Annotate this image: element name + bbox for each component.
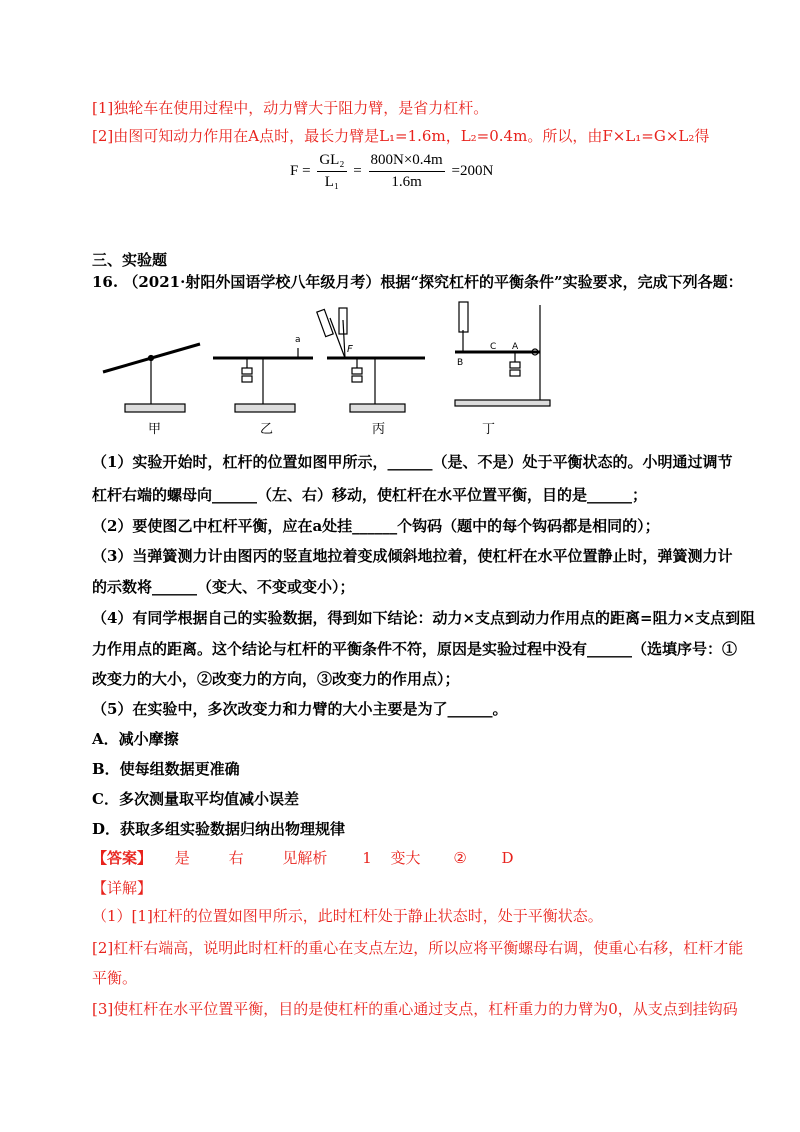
figure-yi: [213, 348, 313, 412]
lever-formula: [290, 152, 493, 191]
option-c: C．多次测量取平均值减小误差: [92, 790, 299, 808]
detail-line-1: （1）[1]杠杆的位置如图甲所示，此时杠杆处于静止状态时，处于平衡状态。: [92, 907, 603, 925]
formula-numerator-2: 800N×0.4m: [369, 152, 445, 172]
formula-fraction-2: [369, 152, 445, 191]
question-3-line-2: 的示数将______（变大、不变或变小）；: [92, 578, 355, 596]
label-a: a: [295, 335, 301, 345]
formula-equals: =: [353, 162, 362, 179]
question-1-line-1: （1）实验开始时，杠杆的位置如图甲所示，______（是、不是）处于平衡状态的。小明通过调节: [92, 453, 733, 471]
label-F: F: [347, 344, 353, 355]
formula-fraction-1: [317, 152, 346, 191]
answer-value-5: 变大: [390, 849, 421, 867]
question-stem: 根据“探究杠杆的平衡条件”实验要求，完成下列各题：: [380, 273, 743, 291]
formula-numerator-1: GL₂: [317, 152, 346, 172]
label-C: C: [490, 342, 497, 352]
solution-line-2: [2]由图可知动力作用在A点时，最长力臂是L₁=1.6m，L₂=0.4m。所以，由F×L₁=G×L₂得: [92, 127, 710, 145]
solution-line-1: [1]独轮车在使用过程中，动力臂大于阻力臂，是省力杠杆。: [92, 99, 489, 117]
question-4-line-1: （4）有同学根据自己的实验数据，得到如下结论：动力×支点到动力作用点的距离=阻力×支点到阻: [92, 609, 756, 627]
answer-value-1: 是: [174, 849, 190, 867]
question-number: 16.: [92, 273, 119, 291]
figure-label-ding: 丁: [482, 422, 496, 437]
figure-label-yi: 乙: [260, 422, 274, 437]
option-b: B．使每组数据更准确: [92, 760, 240, 778]
question-header: [92, 272, 743, 292]
answer-row: [92, 848, 514, 868]
option-a: A．减小摩擦: [92, 730, 179, 748]
detail-line-4: [3]使杠杆在水平位置平衡，目的是使杠杆的重心通过支点，杠杆重力的力臂为0，从支点到挂钩码: [92, 1000, 738, 1018]
label-A: A: [512, 342, 519, 352]
formula-result: =200N: [451, 162, 494, 179]
detail-line-3: 平衡。: [92, 969, 138, 987]
answer-value-2: 右: [228, 849, 244, 867]
question-4-line-3: 改变力的大小，②改变力的方向，③改变力的作用点）；: [92, 670, 460, 688]
question-3-line-1: （3）当弹簧测力计由图丙的竖直地拉着变成倾斜地拉着，使杠杆在水平位置静止时，弹簧测力计: [92, 547, 733, 565]
answer-value-6: ②: [453, 849, 467, 867]
answer-value-7: D: [501, 849, 514, 867]
label-B: B: [457, 358, 464, 368]
question-source: （2021·射阳外国语学校八年级月考）: [123, 273, 381, 291]
lever-experiment-figure: [95, 300, 565, 435]
answer-value-3: 见解析: [282, 849, 328, 867]
question-5: （5）在实验中，多次改变力和力臂的大小主要是为了______。: [92, 700, 508, 718]
option-d: D．获取多组实验数据归纳出物理规律: [92, 820, 346, 838]
formula-denominator-2: 1.6m: [391, 174, 422, 190]
question-2: （2）要使图乙中杠杆平衡，应在a处挂______个钩码（题中的每个钩码都是相同的）；: [92, 517, 660, 535]
section-title: 三、实验题: [92, 251, 168, 269]
figure-bing: [317, 308, 425, 412]
answer-label: 【答案】: [92, 849, 153, 867]
question-1-line-2: 杠杆右端的螺母向______（左、右）移动，使杠杆在水平位置平衡，目的是______；: [92, 486, 648, 504]
figure-label-jia: 甲: [148, 422, 162, 437]
formula-lhs: F =: [290, 162, 311, 179]
answer-value-4: 1: [362, 849, 372, 867]
detail-line-2: [2]杠杆右端高，说明此时杠杆的重心在支点左边，所以应将平衡螺母右调，使重心右移，杠杆才能: [92, 939, 744, 957]
figure-ding: [455, 302, 550, 406]
figure-jia: [103, 344, 200, 412]
formula-denominator-1: L₁: [324, 174, 340, 190]
detail-label: 【详解】: [92, 879, 153, 897]
question-4-line-2: 力作用点的距离。这个结论与杠杆的平衡条件不符，原因是实验过程中没有______（选填序号：①: [92, 640, 738, 658]
figure-label-bing: 丙: [372, 422, 386, 437]
